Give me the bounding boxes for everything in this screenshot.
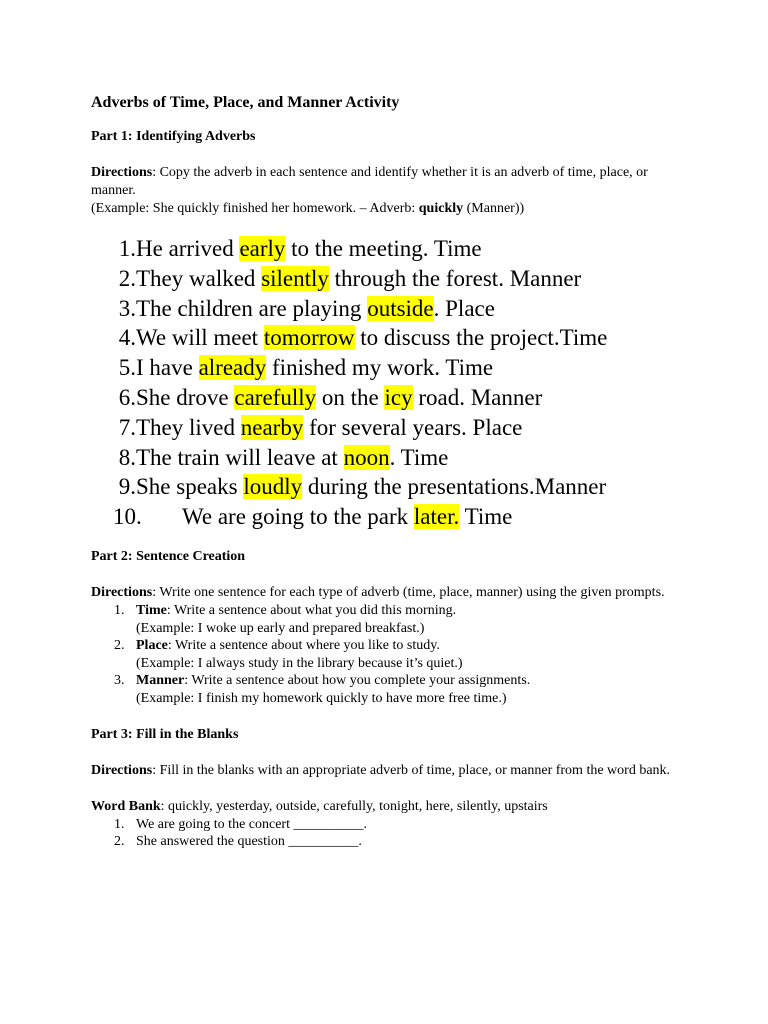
sentence-part: They walked — [136, 265, 262, 291]
word-bank — [91, 798, 691, 816]
sentence-part: to the meeting. Time — [285, 236, 482, 261]
part2-directions — [91, 584, 691, 602]
sentence-part: . Time — [389, 444, 449, 470]
item-number: 6. — [118, 384, 136, 410]
sentence-part: She drove — [136, 384, 235, 410]
highlighted-adverb: loudly — [243, 474, 303, 500]
item-text — [136, 353, 493, 383]
item-number: 3. — [114, 673, 125, 689]
word-bank-text: : quickly, yesterday, outside, carefully, tonight, here, silently, upstairs — [160, 798, 548, 814]
part1-example-prefix: (Example: She quickly finished her homework. – Adverb: — [91, 201, 419, 216]
item-number: 7. — [118, 414, 136, 440]
list-item — [91, 443, 691, 473]
item-text — [136, 234, 482, 264]
highlighted-adverb: nearby — [240, 414, 304, 440]
part1-example-suffix: (Manner)) — [463, 201, 525, 216]
item-number: 9. — [118, 474, 136, 500]
list-item — [91, 502, 691, 532]
list-item — [91, 323, 691, 353]
list-item — [91, 234, 691, 264]
highlighted-adverb: already — [198, 355, 267, 381]
sentence-part: finished my work. Time — [266, 355, 494, 381]
part2-directions-label: Directions — [91, 584, 153, 600]
prompt-label: Place — [136, 638, 168, 654]
part1-directions-label: Directions — [91, 165, 153, 180]
item-text — [136, 443, 448, 473]
sentence-part: We are going to the park — [182, 504, 414, 530]
sentence-part: through the forest. Manner — [328, 265, 582, 291]
blank-sentence: She answered the question __________. — [136, 834, 362, 850]
highlighted-adverb: outside — [367, 295, 434, 321]
prompt-label: Time — [136, 602, 167, 618]
item-number: 2. — [114, 834, 125, 850]
blank-sentence: We are going to the concert __________. — [136, 816, 367, 832]
prompt-text: : Write a sentence about what you did this morning. — [166, 602, 457, 618]
sentence-part: The train will leave at — [136, 444, 344, 470]
document-page — [91, 92, 691, 851]
part1-example-adverb: quickly — [418, 201, 464, 216]
sentence-part: The children are playing — [136, 295, 368, 321]
item-body — [136, 637, 691, 672]
item-number: 10. — [113, 504, 142, 530]
part2-heading: Part 2: Sentence Creation — [91, 548, 246, 564]
item-number: 1. — [114, 602, 125, 618]
list-item — [91, 602, 691, 637]
part3-directions-text: : Fill in the blanks with an appropriate adverb of time, place, or manner from the word bank. — [152, 762, 671, 778]
part1-directions-text: : Copy the adverb in each sentence and identify whether it is an adverb of time, place, or manner. — [91, 165, 648, 198]
item-number: 2. — [118, 265, 136, 291]
item-text — [182, 502, 512, 532]
sentence-part: . Place — [433, 295, 495, 321]
highlighted-adverb: noon — [343, 444, 390, 470]
prompt-text: : Write a sentence about where you like to study. — [167, 638, 440, 654]
item-text — [136, 472, 606, 502]
highlighted-adverb: tomorrow — [263, 325, 355, 351]
sentence-part: I have — [136, 355, 199, 381]
list-item — [91, 383, 691, 413]
part3-directions-label: Directions — [91, 762, 153, 778]
document-title: Adverbs of Time, Place, and Manner Activity — [91, 94, 400, 111]
item-number: 2. — [114, 638, 125, 654]
sentence-part: road. Manner — [412, 384, 543, 410]
highlighted-adverb: later. — [413, 504, 460, 530]
item-text — [136, 264, 581, 294]
part3-blank-list — [91, 816, 691, 851]
highlighted-adverb: carefully — [234, 384, 317, 410]
item-number: 5. — [118, 355, 136, 381]
prompt-example: (Example: I always study in the library because it’s quiet.) — [136, 655, 463, 671]
list-item — [91, 816, 691, 834]
item-text — [136, 323, 607, 353]
part2-prompt-list — [91, 602, 691, 708]
part1-heading: Part 1: Identifying Adverbs — [91, 129, 256, 144]
item-number: 3. — [118, 295, 136, 321]
highlighted-adverb: silently — [261, 265, 329, 291]
prompt-example: (Example: I finish my homework quickly to have more free time.) — [136, 690, 507, 706]
item-body — [136, 602, 691, 637]
part3-directions — [91, 762, 691, 780]
item-number: 8. — [118, 444, 136, 470]
highlighted-adverb: early — [239, 236, 286, 261]
sentence-part: We will meet — [136, 325, 264, 351]
sentence-part: She speaks — [136, 474, 244, 500]
item-text — [136, 413, 522, 443]
part2-directions-text: : Write one sentence for each type of adverb (time, place, manner) using the given prompts. — [152, 584, 665, 600]
item-number: 1. — [114, 816, 125, 832]
list-item — [91, 637, 691, 672]
prompt-label: Manner — [136, 673, 185, 689]
part3-heading: Part 3: Fill in the Blanks — [91, 726, 239, 742]
prompt-example: (Example: I woke up early and prepared breakfast.) — [136, 620, 425, 636]
list-item — [91, 833, 691, 851]
list-item — [91, 413, 691, 443]
part1-sentence-list — [91, 234, 691, 532]
part1-example — [91, 200, 691, 218]
sentence-part: for several years. Place — [303, 414, 523, 440]
item-text — [136, 383, 542, 413]
list-item — [91, 672, 691, 707]
list-item — [91, 264, 691, 294]
prompt-text: : Write a sentence about how you complete your assignments. — [184, 673, 531, 689]
highlighted-adverb: icy — [384, 384, 413, 410]
sentence-part: They lived — [136, 414, 241, 440]
item-number: 1. — [118, 236, 136, 261]
sentence-part: during the presentations.Manner — [302, 474, 607, 500]
list-item — [91, 472, 691, 502]
list-item — [91, 294, 691, 324]
item-text — [136, 294, 495, 324]
sentence-part: He arrived — [136, 236, 240, 261]
part1-directions — [91, 164, 691, 200]
item-body — [136, 672, 691, 707]
sentence-part: Time — [459, 504, 513, 530]
item-number: 4. — [118, 325, 136, 351]
word-bank-label: Word Bank — [91, 798, 161, 814]
list-item — [91, 353, 691, 383]
sentence-part: to discuss the project.Time — [354, 325, 608, 351]
sentence-part: on the — [316, 384, 385, 410]
